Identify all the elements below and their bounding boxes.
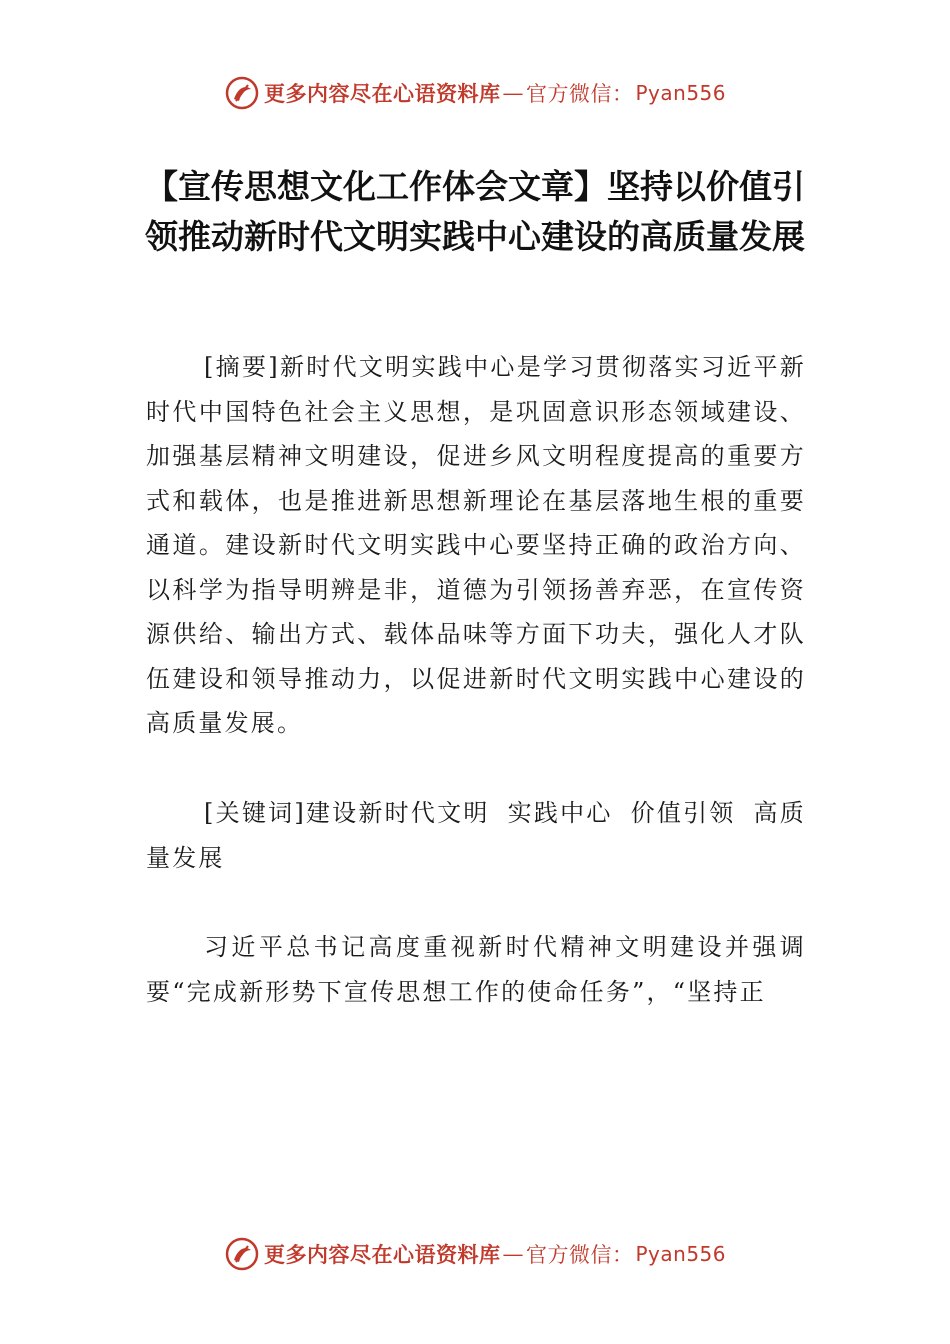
- banner-wechat-id: Pyan556: [635, 1242, 726, 1266]
- keywords-paragraph: [146, 791, 806, 880]
- brand-logo-icon: [224, 75, 260, 111]
- footer-banner: [0, 1234, 950, 1274]
- banner-brand-text: 更多内容尽在心语资料库: [263, 81, 501, 106]
- banner-dash: —: [502, 1242, 524, 1266]
- header-banner: [0, 73, 950, 113]
- banner-wechat-label: 官方微信：: [525, 1243, 634, 1267]
- banner-wechat-id: Pyan556: [635, 81, 726, 105]
- keyword-item: 实践中心: [507, 799, 613, 827]
- keyword-item: 建设新时代文明: [305, 799, 490, 827]
- keyword-item: 价值引领: [630, 799, 736, 827]
- intro-paragraph: 习近平总书记高度重视新时代精神文明建设并强调要“完成新形势下宣传思想工作的使命任务”，“坚持正: [146, 933, 806, 1006]
- abstract-paragraph: [摘要]新时代文明实践中心是学习贯彻落实习近平新时代中国特色社会主义思想，是巩固意识形态领域建设、加强基层精神文明建设，促进乡风文明程度提高的重要方式和载体，也是推进新思想新理论在基层落地生根的重要通道。建设新时代文明实践中心要坚持正确的政治方向、以科学为指导明辨是非，道德为引领扬善弃恶，在宣传资源供给、输出方式、载体品味等方面下功夫，强化人才队伍建设和领导推动力，以促进新时代文明实践中心建设的高质量发展。: [146, 353, 806, 737]
- keyword-item: 高质量发展: [146, 799, 806, 872]
- document-title: 【宣传思想文化工作体会文章】坚持以价值引领推动新时代文明实践中心建设的高质量发展: [145, 167, 805, 256]
- brand-logo-icon: [224, 1236, 260, 1272]
- banner-dash: —: [502, 81, 524, 105]
- keywords-label: [关键词]: [204, 799, 306, 827]
- banner-wechat-label: 官方微信：: [525, 82, 634, 106]
- banner-brand-text: 更多内容尽在心语资料库: [263, 1242, 501, 1267]
